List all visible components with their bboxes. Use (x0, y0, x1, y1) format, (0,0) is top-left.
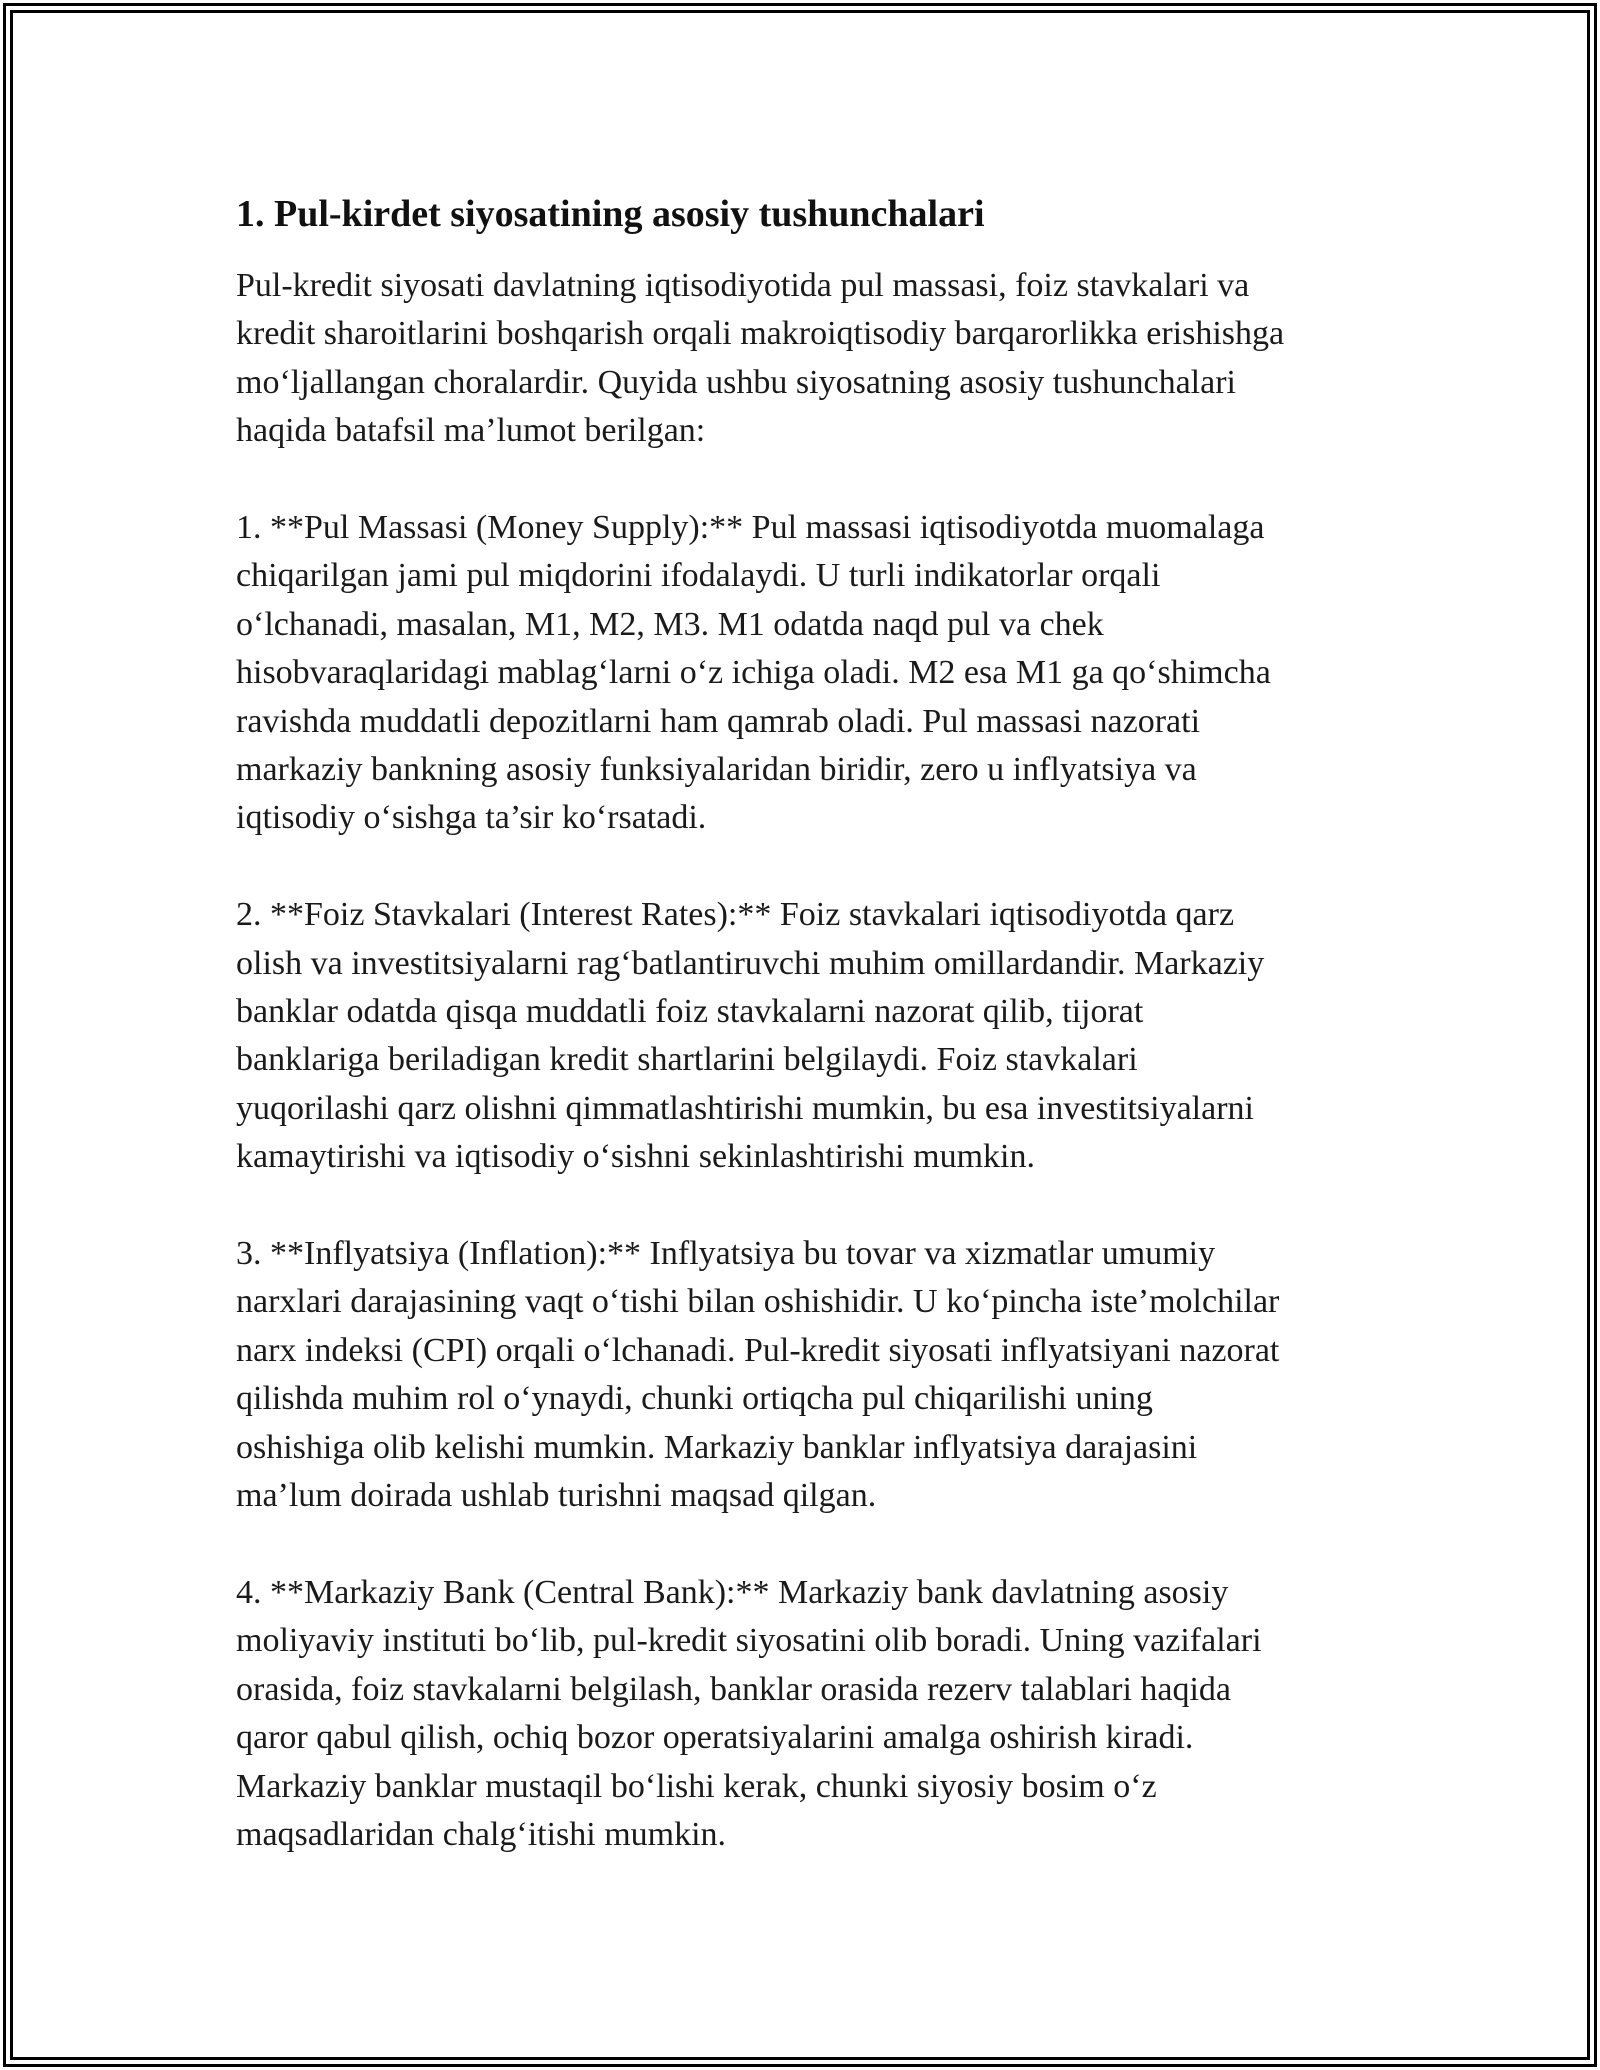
paragraph-interest-rates: 2. **Foiz Stavkalari (Interest Rates):** Foiz stavkalari iqtisodiyotda qarz olish va investitsiyalarni rag‘batlantiruvchi muhim omillardandir. Markaziy banklar odatda qisqa muddatli foiz stavkalarni nazorat qilib, tijorat banklariga beriladigan kredit shartlarini belgilaydi. Foiz stavkalari yuqorilashi qarz olishni qimmatlashtirishi mumkin, bu esa investitsiyalarni kamaytirishi va iqtisodiy o‘sishni sekinlashtirishi mumkin. (236, 896, 1265, 1176)
section-heading: 1. Pul-kirdet siyosatining asosiy tushunchalari (236, 193, 985, 235)
paragraph-inflation: 3. **Inflyatsiya (Inflation):** Inflyatsiya bu tovar va xizmatlar umumiy narxlari darajasining vaqt o‘tishi bilan oshishidir. U ko‘pincha iste’molchilar narx indeksi (CPI) orqali o‘lchanadi. Pul-kredit siyosati inflyatsiyani nazorat qilishda muhim rol o‘ynaydi, chunki ortiqcha pul chiqarilishi uning oshishiga olib kelishi mumkin. Markaziy banklar inflyatsiya darajasini ma’lum doirada ushlab turishni maqsad qilgan. (236, 1235, 1280, 1515)
intro-paragraph: Pul-kredit siyosati davlatning iqtisodiyotida pul massasi, foiz stavkalari va kredit sharoitlarini boshqarish orqali makroiqtisodiy barqarorlikka erishishga mo‘ljallangan choralardir. Quyida ushbu siyosatning asosiy tushunchalari haqida batafsil ma’lumot berilgan: (236, 267, 1285, 450)
paragraph-money-supply: 1. **Pul Massasi (Money Supply):** Pul massasi iqtisodiyotda muomalaga chiqarilgan jami pul miqdorini ifodalaydi. U turli indikatorlar orqali o‘lchanadi, masalan, M1, M2, M3. M1 odatda naqd pul va chek hisobvaraqlaridagi mablag‘larni o‘z ichiga oladi. M2 esa M1 ga qo‘shimcha ravishda muddatli depozitlarni ham qamrab oladi. Pul massasi nazorati markaziy bankning asosiy funksiyalaridan biridir, zero u inflyatsiya va iqtisodiy o‘sishga ta’sir ko‘rsatadi. (236, 509, 1271, 837)
paragraph-central-bank: 4. **Markaziy Bank (Central Bank):** Markaziy bank davlatning asosiy moliyaviy instituti bo‘lib, pul-kredit siyosatini olib boradi. Uning vazifalari orasida, foiz stavkalarni belgilash, banklar orasida rezerv talablari haqida qaror qabul qilish, ochiq bozor operatsiyalarini amalga oshirish kiradi. Markaziy banklar mustaqil bo‘lishi kerak, chunki siyosiy bosim o‘z maqsadlaridan chalg‘itishi mumkin. (236, 1573, 1262, 1853)
document-body (236, 188, 1386, 1859)
